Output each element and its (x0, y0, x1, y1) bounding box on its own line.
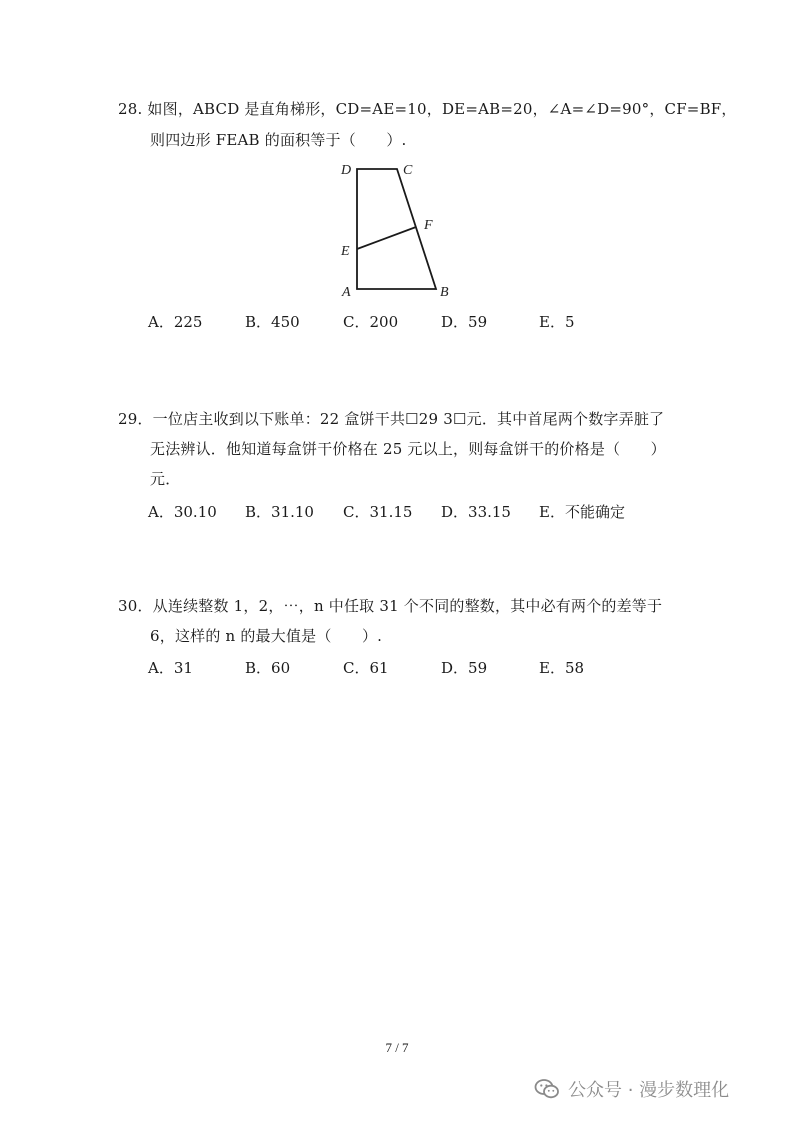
option-a: A．31 (148, 659, 193, 677)
question-30-line-1: 30．从连续整数 1，2，⋯，n 中任取 31 个不同的整数，其中必有两个的差等于 (118, 597, 663, 615)
option-a: A．30.10 (148, 503, 217, 521)
question-29-line-3: 元． (150, 470, 181, 488)
option-a: A．225 (148, 313, 203, 331)
label-b: B (440, 285, 449, 300)
option-b: B．450 (245, 313, 300, 331)
label-a: A (342, 285, 351, 300)
option-c: C．31.15 (343, 503, 413, 521)
label-c: C (403, 163, 413, 178)
question-30-line-2: 6，这样的 n 的最大值是（ ）. (150, 627, 383, 645)
segment-ef (357, 227, 416, 249)
question-28-line-1: 28. 如图，ABCD 是直角梯形，CD=AE=10，DE=AB=20，∠A=∠D=90°，CF=BF， (118, 100, 737, 118)
wechat-icon (534, 1076, 560, 1102)
trapezoid-figure (330, 155, 470, 305)
option-e: E．不能确定 (539, 503, 625, 521)
question-28-line-2: 则四边形 FEAB 的面积等于（ ）. (150, 131, 407, 149)
option-c: C．61 (343, 659, 389, 677)
option-d: D．33.15 (441, 503, 511, 521)
page-number: 7 / 7 (385, 1040, 409, 1055)
option-b: B．60 (245, 659, 291, 677)
label-e: E (341, 244, 350, 259)
option-d: D．59 (441, 313, 488, 331)
option-e: E．5 (539, 313, 575, 331)
option-d: D．59 (441, 659, 488, 677)
watermark (534, 1074, 729, 1104)
question-29-line-1: 29．一位店主收到以下账单：22 盒饼干共☐29 3☐元．其中首尾两个数字弄脏了 (118, 410, 665, 428)
label-d: D (341, 163, 352, 178)
watermark-text: 公众号 · 漫步数理化 (568, 1080, 730, 1101)
question-29-line-2: 无法辨认．他知道每盒饼干价格在 25 元以上，则每盒饼干的价格是（ ） (150, 440, 666, 458)
option-b: B．31.10 (245, 503, 314, 521)
option-e: E．58 (539, 659, 585, 677)
option-c: C．200 (343, 313, 399, 331)
label-f: F (424, 218, 433, 233)
